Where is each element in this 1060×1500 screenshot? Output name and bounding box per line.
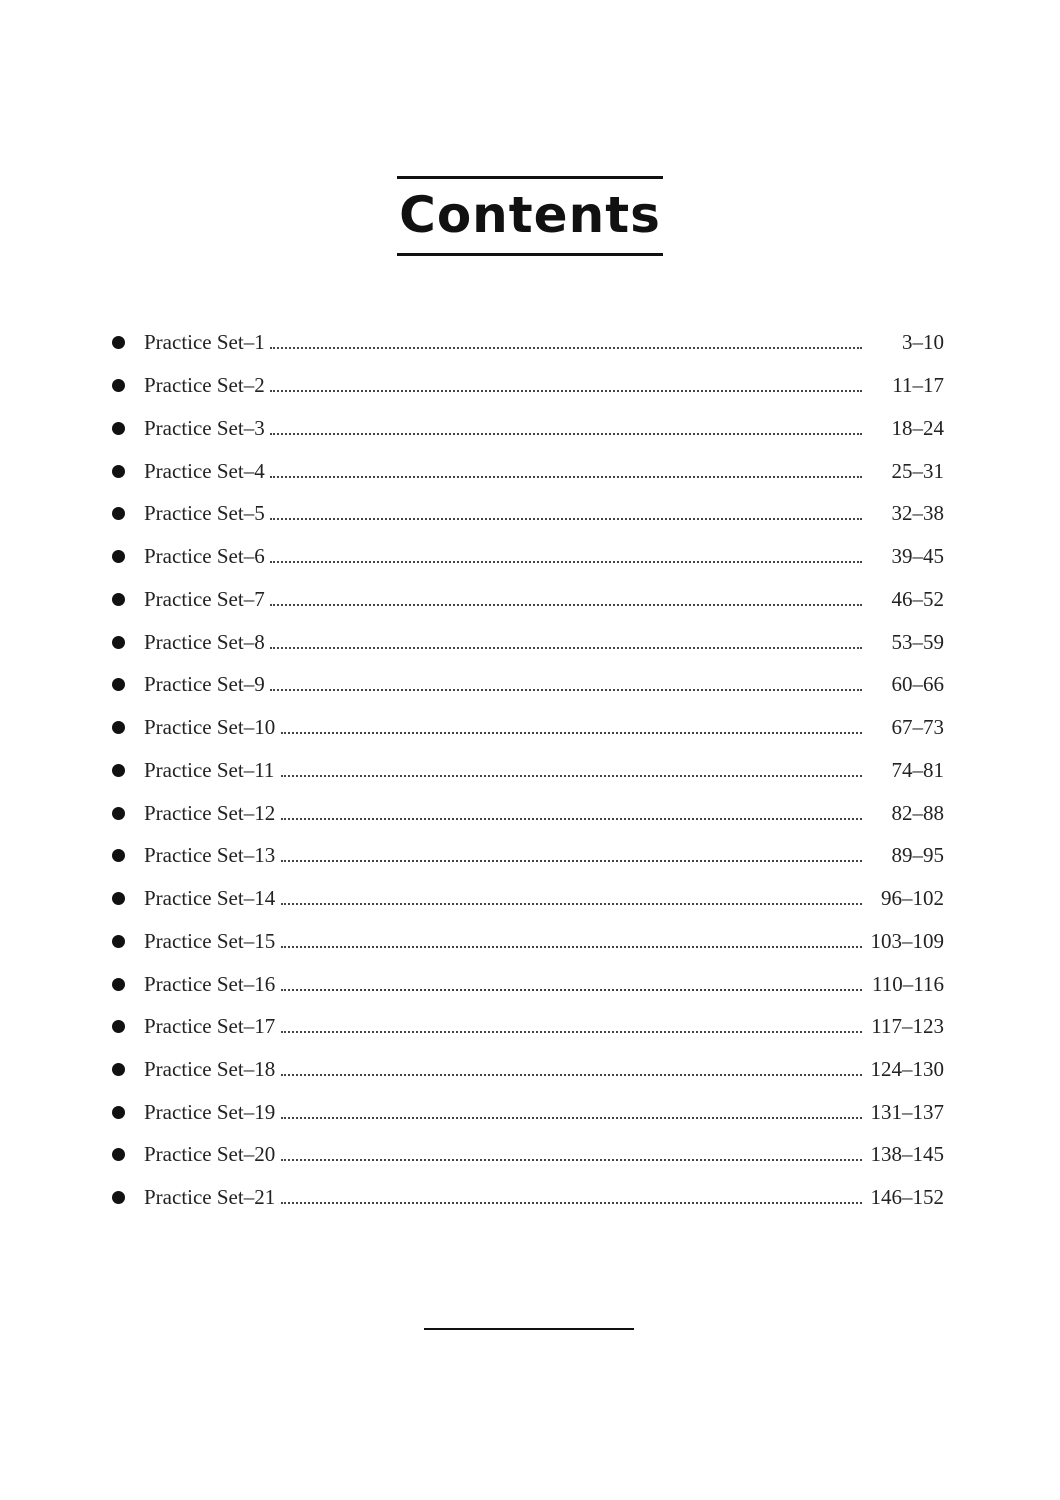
toc-entry-pages: 39–45 [891, 544, 944, 568]
toc-entry[interactable] [110, 755, 944, 785]
bullet-icon [112, 550, 125, 563]
dot-leader [281, 1202, 862, 1204]
bullet-icon [112, 935, 125, 948]
toc-entry-pages: 46–52 [891, 587, 944, 611]
toc-entry-pages: 146–152 [870, 1185, 944, 1209]
toc-entry-pages: 110–116 [872, 972, 944, 996]
toc-entry[interactable] [110, 969, 944, 999]
dot-leader [281, 1159, 862, 1161]
toc-entry-label: Practice Set–7 [144, 587, 265, 611]
toc-entry-label: Practice Set–18 [144, 1057, 276, 1081]
bottom-divider [424, 1328, 634, 1330]
dot-leader [281, 1117, 862, 1119]
dot-leader [281, 1074, 862, 1076]
toc-entry-pages: 32–38 [891, 501, 944, 525]
bullet-icon [112, 422, 125, 435]
dot-leader [281, 775, 862, 777]
contents-title-block [397, 176, 663, 256]
toc-entry-pages: 124–130 [870, 1057, 944, 1081]
bullet-icon [112, 1191, 125, 1204]
dot-leader [270, 518, 862, 520]
toc-entry-pages: 67–73 [891, 715, 944, 739]
toc-entry[interactable] [110, 840, 944, 870]
toc-entry-label: Practice Set–14 [144, 886, 276, 910]
toc-entry[interactable] [110, 627, 944, 657]
toc-entry[interactable] [110, 370, 944, 400]
toc-entry[interactable] [110, 1182, 944, 1212]
toc-entry-label: Practice Set–8 [144, 630, 265, 654]
toc-entry[interactable] [110, 669, 944, 699]
dot-leader [270, 476, 862, 478]
dot-leader [281, 989, 862, 991]
toc-entry-pages: 60–66 [891, 672, 944, 696]
toc-entry[interactable] [110, 883, 944, 913]
toc-entry-pages: 11–17 [892, 373, 944, 397]
toc-entry[interactable] [110, 413, 944, 443]
bullet-icon [112, 764, 125, 777]
bullet-icon [112, 336, 125, 349]
toc-entry-pages: 53–59 [891, 630, 944, 654]
dot-leader [270, 561, 862, 563]
bullet-icon [112, 678, 125, 691]
bullet-icon [112, 978, 125, 991]
bullet-icon [112, 1148, 125, 1161]
dot-leader [270, 347, 862, 349]
toc-entry-label: Practice Set–4 [144, 459, 265, 483]
dot-leader [281, 946, 862, 948]
toc-entry-label: Practice Set–6 [144, 544, 265, 568]
toc-entry[interactable] [110, 584, 944, 614]
toc-entry-pages: 96–102 [881, 886, 944, 910]
toc-entry-label: Practice Set–11 [144, 758, 275, 782]
toc-entry-label: Practice Set–17 [144, 1014, 276, 1038]
toc-entry-pages: 25–31 [891, 459, 944, 483]
bullet-icon [112, 1020, 125, 1033]
bullet-icon [112, 465, 125, 478]
toc-entry-label: Practice Set–20 [144, 1142, 276, 1166]
dot-leader [281, 903, 862, 905]
bullet-icon [112, 507, 125, 520]
toc-entry-pages: 131–137 [870, 1100, 944, 1124]
toc-entry-label: Practice Set–15 [144, 929, 276, 953]
dot-leader [270, 604, 862, 606]
toc-entry-label: Practice Set–1 [144, 330, 265, 354]
toc-entry[interactable] [110, 926, 944, 956]
toc-entry-pages: 82–88 [891, 801, 944, 825]
bullet-icon [112, 807, 125, 820]
toc-entry-pages: 117–123 [871, 1014, 944, 1038]
dot-leader [270, 433, 862, 435]
toc-entry[interactable] [110, 1011, 944, 1041]
dot-leader [270, 390, 862, 392]
dot-leader [281, 818, 862, 820]
toc-entry[interactable] [110, 1139, 944, 1169]
dot-leader [270, 689, 862, 691]
bullet-icon [112, 1106, 125, 1119]
dot-leader [270, 647, 862, 649]
toc-entry[interactable] [110, 1097, 944, 1127]
bullet-icon [112, 1063, 125, 1076]
toc-entry-pages: 138–145 [870, 1142, 944, 1166]
toc-entry[interactable] [110, 498, 944, 528]
toc-entry-label: Practice Set–10 [144, 715, 276, 739]
toc-entry-label: Practice Set–9 [144, 672, 265, 696]
toc-entry[interactable] [110, 712, 944, 742]
dot-leader [281, 860, 862, 862]
toc-entry[interactable] [110, 1054, 944, 1084]
toc-entry-pages: 103–109 [870, 929, 944, 953]
toc-entry-label: Practice Set–3 [144, 416, 265, 440]
toc-entry-label: Practice Set–2 [144, 373, 265, 397]
bullet-icon [112, 593, 125, 606]
toc-entry-pages: 74–81 [891, 758, 944, 782]
bullet-icon [112, 721, 125, 734]
bullet-icon [112, 849, 125, 862]
toc-entry-label: Practice Set–12 [144, 801, 276, 825]
bullet-icon [112, 892, 125, 905]
toc-entry[interactable] [110, 456, 944, 486]
toc-entry-label: Practice Set–13 [144, 843, 276, 867]
toc-entry-label: Practice Set–21 [144, 1185, 276, 1209]
bullet-icon [112, 379, 125, 392]
toc-entry[interactable] [110, 327, 944, 357]
toc-entry[interactable] [110, 798, 944, 828]
dot-leader [281, 732, 862, 734]
toc-entry-label: Practice Set–19 [144, 1100, 276, 1124]
toc-entry-pages: 89–95 [891, 843, 944, 867]
page-title: Contents [399, 186, 661, 244]
toc-entry[interactable] [110, 541, 944, 571]
toc-entry-pages: 18–24 [891, 416, 944, 440]
toc-entry-label: Practice Set–16 [144, 972, 276, 996]
toc-entry-pages: 3–10 [902, 330, 944, 354]
dot-leader [281, 1031, 862, 1033]
bullet-icon [112, 636, 125, 649]
toc-entry-label: Practice Set–5 [144, 501, 265, 525]
